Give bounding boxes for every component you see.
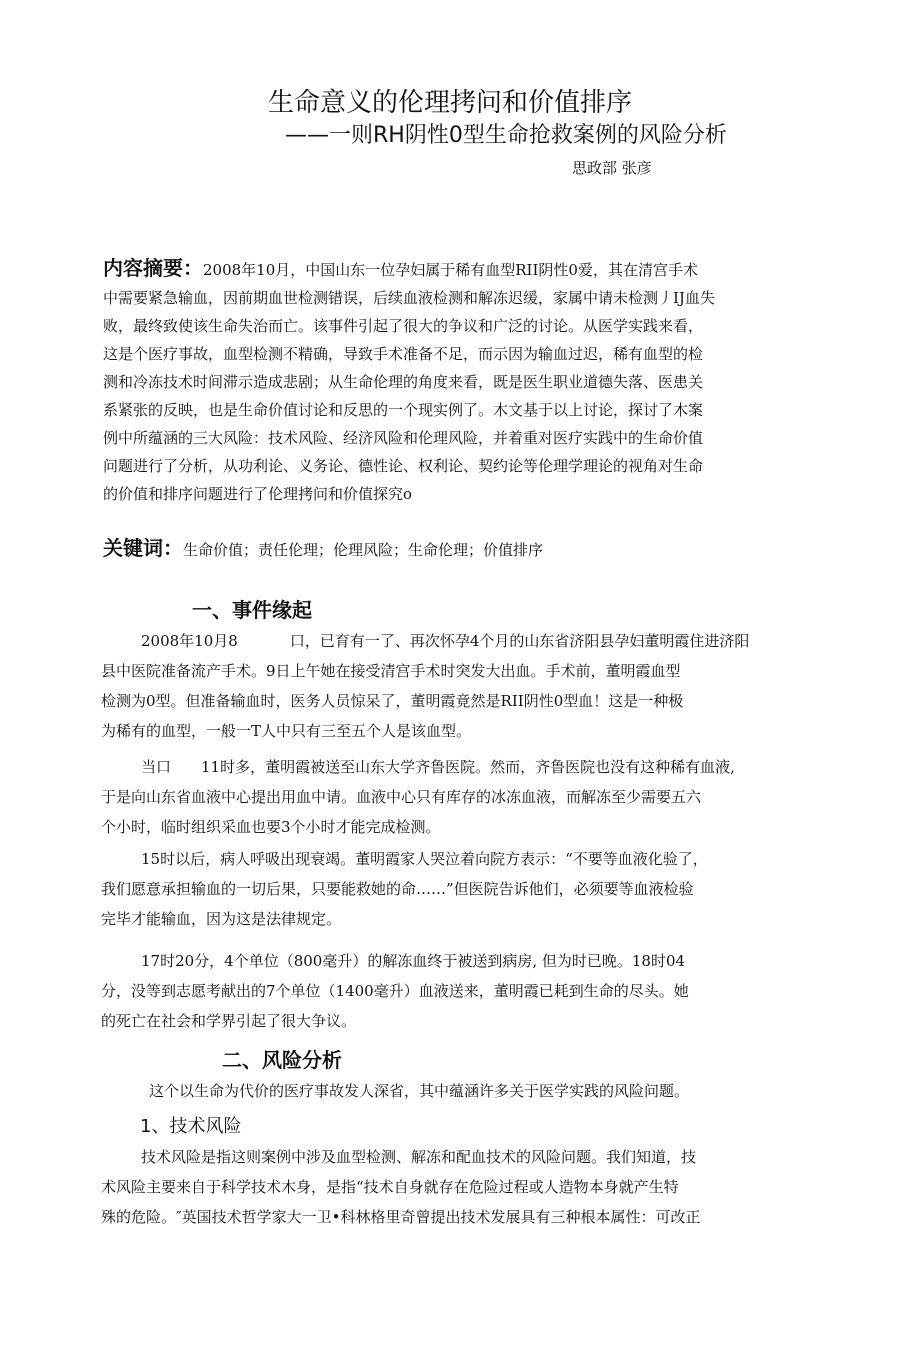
keywords-text: 生命价值；责任伦理；伦理风险；生命伦理；价值排序 — [183, 541, 544, 559]
paragraph-line: 的死亡在社会和学界引起了很大争议。 — [101, 1012, 357, 1030]
paragraph-line: 个小时，临时组织采血也要3个小时才能完成检测。 — [101, 818, 441, 836]
keywords — [103, 532, 543, 561]
section2-subheading-technical-risk: 1、技术风险 — [140, 1116, 242, 1137]
paragraph-line: 这个以生命为代价的医疗事故发人深省，其中蕴涵许多关于医学实践的风险问题。 — [149, 1082, 690, 1100]
abstract-line: 测和冷冻技术时间滞示造成悲剧；从生命伦理的角度来看，既是医生职业道德失落、医患关 — [103, 373, 704, 391]
author: 思政部 张彦 — [572, 159, 652, 177]
paragraph-text: 11时多，董明霞被送至山东大学齐鲁医院。然而，齐鲁医院也没有这种稀有血液, — [201, 758, 735, 776]
section1-paragraph-3 — [101, 844, 821, 934]
paragraph-line: 检测为0型。但准备输血时，医务人员惊呆了，董明霞竟然是RII阴性0型血！这是一种极 — [101, 692, 684, 710]
date-text: 2008年10月8 — [141, 632, 238, 650]
date-text: 当口 — [141, 758, 172, 776]
paragraph-line: 术风险主要来自于科学技术木身，是指“技术自身就存在危险过程或人造物本身就产生特 — [101, 1178, 679, 1196]
page-subtitle: ——一则RH阴性0型生命抢救案例的风险分析 — [285, 123, 727, 148]
paragraph-line: 于是向山东省血液中心提出用血中请。血液中心只有库存的冰冻血液，而解冻至少需要五六 — [101, 788, 702, 806]
page-title: 生命意义的伦理拷问和价值排序 — [268, 88, 633, 118]
abstract-label: 内容摘要： — [103, 256, 203, 280]
abstract — [103, 254, 803, 508]
abstract-line: 系紧张的反映，也是生命价值讨论和反思的一个现实例了。木文基于以上讨论，探讨了木案 — [103, 401, 704, 419]
paragraph-text: 口，已育有一了、再次怀孕4个月的山东省济阳县孕妇董明霞住进济阳 — [289, 632, 750, 650]
abstract-line: 败，最终致使该生命失治而亡。该事件引起了很大的争议和广泛的讨论。从医学实践来看， — [103, 317, 704, 335]
section1-paragraph-2 — [101, 752, 821, 842]
paragraph-line: 殊的危险。″英国技术哲学家大一卫•科林格里奇曾提出技术发展具有三种根本属性：可改正 — [101, 1208, 701, 1226]
paragraph-line: 完毕才能输血，因为这是法律规定。 — [101, 910, 342, 928]
section1-paragraph-1 — [101, 626, 821, 746]
paragraph-line: 县中医院准备流产手术。9日上午她在接受清宫手术时突发大出血。手术前，董明霞血型 — [101, 662, 681, 680]
paragraph-line: 我们愿意承担输血的一切后果，只要能救她的命……”但医院告诉他们，必须要等血液检验 — [101, 880, 694, 898]
keywords-label: 关键词： — [103, 536, 183, 560]
abstract-first-line — [103, 254, 803, 284]
abstract-line: 这是个医疗事故，血型检测不精确，导致手术准备不足，而示因为输血过迟，稀有血型的检 — [103, 345, 704, 363]
abstract-line: 的价值和排序问题进行了伦理拷问和价值探究o — [103, 485, 413, 503]
paragraph-line: 为稀有的血型，一般一T人中只有三至五个人是该血型。 — [101, 722, 472, 740]
paragraph-line: 17时20分，4个单位（800毫升）的解冻血终于被送到病房, 但为时已晚。18时04 — [141, 952, 686, 970]
section2-paragraph-1 — [101, 1142, 821, 1232]
paragraph-line: 技术风险是指这则案例中涉及血型检测、解冻和配血技术的风险问题。我们知道，技 — [141, 1148, 697, 1166]
abstract-line: 问题进行了分析，从功利论、义务论、德性论、权利论、契约论等伦理学理论的视角对生命 — [103, 457, 704, 475]
abstract-line: 例中所蕴涵的三大风险：技术风险、经济风险和伦理风险，并着重对医疗实践中的生命价值 — [103, 429, 704, 447]
abstract-line: 中需要紧急输血，因前期血世检测错误，后续血液检测和解冻迟缓，家属中请未检测丿IJ血失 — [103, 289, 715, 307]
paragraph-line: 分，没等到志愿考献出的7个单位（1400毫升）血液送来，董明霞已耗到生命的尽头。她 — [101, 982, 689, 1000]
section2-heading: 二、风险分析 — [222, 1048, 342, 1072]
paragraph-line — [101, 626, 821, 656]
abstract-text: 2008年10月，中国山东一位孕妇属于稀有血型RII阴性0爱，其在清宫手术 — [203, 261, 698, 279]
section1-heading: 一、事件缘起 — [192, 598, 312, 622]
section1-paragraph-4 — [101, 946, 821, 1036]
section2-intro — [101, 1076, 821, 1106]
paragraph-line: 15时以后，病人呼吸出现衰竭。董明霞家人哭泣着向院方表示：“不要等血液化验了， — [141, 850, 708, 868]
paragraph-line — [101, 752, 821, 782]
